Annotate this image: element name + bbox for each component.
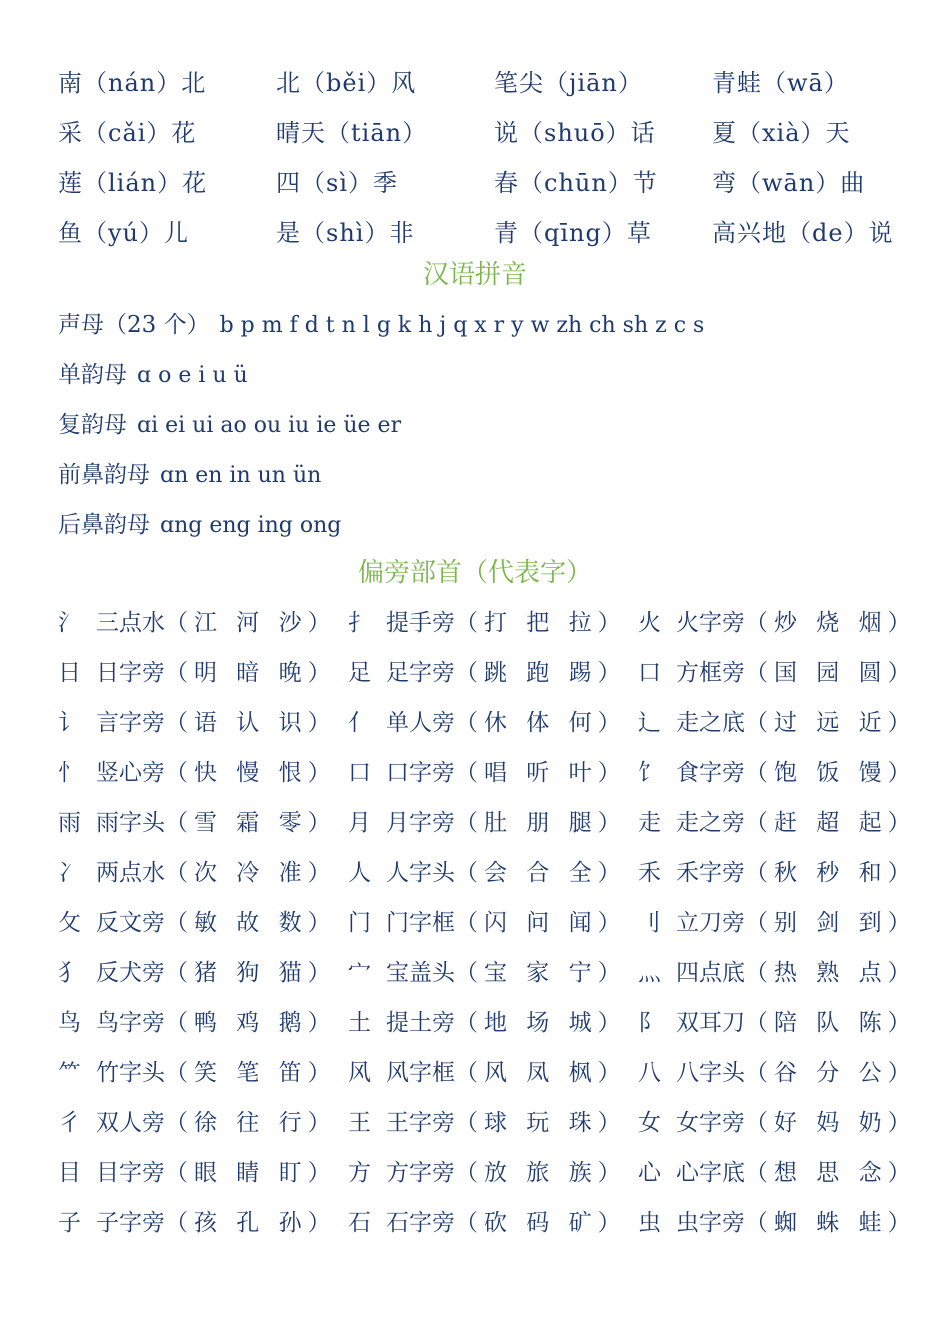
pinyin-word: 四（sì）季 [276, 169, 398, 197]
pinyin-group-label: 声母（23 个） [58, 312, 210, 338]
radical-name: 走之旁 [676, 810, 745, 836]
radical-name: 日字旁 [96, 660, 165, 686]
radical-entry [348, 1148, 638, 1198]
radical-examples: （眼 睛 盯） [165, 1160, 337, 1186]
radical-entry [348, 698, 638, 748]
radical-examples: （球 玩 珠） [455, 1110, 627, 1136]
pinyin-group-simple-finals [58, 350, 918, 400]
radical-examples: （会 合 全） [455, 860, 627, 886]
radical-examples: （风 凤 枫） [455, 1060, 627, 1086]
radical-name: 方字旁 [386, 1160, 455, 1186]
radical-examples: （陪 队 陈） [745, 1010, 917, 1036]
radical-entry [348, 748, 638, 798]
radical-examples: （敏 故 数） [165, 910, 337, 936]
radical-symbol: 石 [348, 1210, 371, 1236]
radical-symbol: 火 [638, 610, 661, 636]
pinyin-word: 晴天（tiān） [276, 119, 428, 147]
pinyin-word: 鱼（yú）儿 [58, 219, 190, 247]
radical-name: 竖心旁 [96, 760, 165, 786]
radical-examples: （肚 朋 腿） [455, 810, 627, 836]
pinyin-word: 说（shuō）话 [494, 119, 656, 147]
pinyin-word: 是（shì）非 [276, 219, 415, 247]
radical-name: 反犬旁 [96, 960, 165, 986]
radical-examples: （休 体 何） [455, 710, 627, 736]
radical-examples: （次 冷 准） [165, 860, 337, 886]
radical-name: 走之底 [676, 710, 745, 736]
radical-examples: （语 认 识） [165, 710, 337, 736]
radical-grid [58, 598, 928, 1248]
radical-symbol: 月 [348, 810, 371, 836]
radical-symbol: 氵 [58, 610, 81, 636]
radical-entry [638, 1148, 928, 1198]
radical-entry [58, 1198, 348, 1248]
radical-entry [638, 798, 928, 848]
radical-name: 提土旁 [386, 1010, 455, 1036]
radical-symbol: 足 [348, 660, 371, 686]
pinyin-group-items: ɑng eng ing ong [160, 513, 342, 538]
radical-entry [638, 1098, 928, 1148]
radical-symbol: 口 [348, 760, 371, 786]
pinyin-word-grid [58, 58, 908, 258]
radical-examples: （砍 码 矿） [455, 1210, 627, 1236]
radical-symbol: 忄 [58, 760, 81, 786]
radical-examples: （闪 问 闻） [455, 910, 627, 936]
radical-symbol: 心 [638, 1160, 661, 1186]
radical-entry [638, 1198, 928, 1248]
radical-symbol: 攵 [58, 910, 81, 936]
radical-examples: （赶 超 起） [745, 810, 917, 836]
radical-symbol: 饣 [638, 760, 661, 786]
pinyin-word: 弯（wān）曲 [712, 169, 866, 197]
radical-examples: （放 旅 族） [455, 1160, 627, 1186]
pinyin-group-back-nasal [58, 500, 918, 550]
radical-entry [348, 898, 638, 948]
radical-name: 禾字旁 [676, 860, 745, 886]
radical-symbol: 讠 [58, 710, 81, 736]
radical-examples: （国 园 圆） [745, 660, 917, 686]
radical-name: 鸟字旁 [96, 1010, 165, 1036]
pinyin-group-initials [58, 300, 918, 350]
radical-examples: （笑 笔 笛） [165, 1060, 337, 1086]
radical-name: 雨字头 [96, 810, 165, 836]
radical-entry [58, 648, 348, 698]
radical-name: 目字旁 [96, 1160, 165, 1186]
pinyin-group-label: 复韵母 [58, 412, 127, 438]
radical-symbol: 扌 [348, 610, 371, 636]
radical-examples: （地 场 城） [455, 1010, 627, 1036]
radical-name: 方框旁 [676, 660, 745, 686]
pinyin-group-items: ɑn en in un ün [160, 463, 322, 488]
radical-symbol: 日 [58, 660, 81, 686]
pinyin-word: 青（qīng）草 [494, 219, 652, 247]
radical-symbol: 刂 [638, 910, 661, 936]
radical-symbol: 女 [638, 1110, 661, 1136]
radical-examples: （谷 分 公） [745, 1060, 917, 1086]
radical-examples: （打 把 拉） [455, 610, 627, 636]
radical-symbol: 门 [348, 910, 371, 936]
radical-examples: （江 河 沙） [165, 610, 337, 636]
radical-examples: （宝 家 宁） [455, 960, 627, 986]
pinyin-word: 夏（xià）天 [712, 119, 851, 147]
radical-name: 两点水 [96, 860, 165, 886]
radical-examples: （唱 听 叶） [455, 760, 627, 786]
radical-symbol: 辶 [638, 710, 661, 736]
radical-examples: （过 远 近） [745, 710, 917, 736]
radical-entry [348, 848, 638, 898]
radical-symbol: 灬 [638, 960, 661, 986]
radical-name: 心字底 [676, 1160, 745, 1186]
radical-entry [58, 998, 348, 1048]
radical-name: 口字旁 [386, 760, 455, 786]
radical-name: 单人旁 [386, 710, 455, 736]
radical-name: 八字头 [676, 1060, 745, 1086]
radical-entry [638, 598, 928, 648]
section-title-radicals: 偏旁部首（代表字） [357, 558, 592, 588]
radical-entry [58, 1148, 348, 1198]
radical-symbol: 雨 [58, 810, 81, 836]
radical-examples: （明 暗 晚） [165, 660, 337, 686]
pinyin-group-label: 前鼻韵母 [58, 462, 150, 488]
radical-symbol: 阝 [638, 1010, 661, 1036]
radical-name: 虫字旁 [676, 1210, 745, 1236]
radical-entry [638, 948, 928, 998]
radical-symbol: 王 [348, 1110, 371, 1136]
radical-name: 石字旁 [386, 1210, 455, 1236]
radical-symbol: 亻 [348, 710, 371, 736]
pinyin-word: 高兴地（de）说 [712, 219, 894, 247]
radical-name: 双耳刀 [676, 1010, 745, 1036]
radical-symbol: 宀 [348, 960, 371, 986]
section-title-pinyin: 汉语拼音 [422, 260, 527, 290]
pinyin-group-items: ɑ o e i u ü [137, 363, 248, 388]
radical-entry [348, 998, 638, 1048]
radical-entry [348, 1098, 638, 1148]
radical-entry [348, 1048, 638, 1098]
radical-name: 火字旁 [676, 610, 745, 636]
radical-name: 月字旁 [386, 810, 455, 836]
radical-examples: （雪 霜 零） [165, 810, 337, 836]
radical-symbol: 禾 [638, 860, 661, 886]
radical-entry [348, 798, 638, 848]
pinyin-word: 采（cǎi）花 [58, 119, 197, 147]
radical-examples: （猪 狗 猫） [165, 960, 337, 986]
radical-examples: （好 妈 奶） [745, 1110, 917, 1136]
radical-examples: （饱 饭 馒） [745, 760, 917, 786]
radical-name: 人字头 [386, 860, 455, 886]
pinyin-group-items: ɑi ei ui ao ou iu ie üe er [137, 413, 402, 438]
radical-name: 宝盖头 [386, 960, 455, 986]
pinyin-word: 春（chūn）节 [494, 169, 658, 197]
pinyin-group-list [58, 300, 918, 550]
radical-examples: （炒 烧 烟） [745, 610, 917, 636]
radical-symbol: 冫 [58, 860, 81, 886]
radical-symbol: 鸟 [58, 1010, 81, 1036]
radical-entry [58, 898, 348, 948]
radical-name: 反文旁 [96, 910, 165, 936]
pinyin-group-label: 后鼻韵母 [58, 512, 150, 538]
radical-examples: （秋 秒 和） [745, 860, 917, 886]
radical-symbol: 方 [348, 1160, 371, 1186]
radical-entry [348, 948, 638, 998]
radical-entry [638, 848, 928, 898]
radical-name: 子字旁 [96, 1210, 165, 1236]
radical-examples: （快 慢 恨） [165, 760, 337, 786]
pinyin-word: 莲（lián）花 [58, 169, 208, 197]
radical-name: 三点水 [96, 610, 165, 636]
radical-entry [638, 998, 928, 1048]
radical-symbol: 彳 [58, 1110, 81, 1136]
pinyin-word: 南（nán）北 [58, 69, 207, 97]
pinyin-word: 青蛙（wā） [712, 69, 849, 97]
radical-name: 立刀旁 [676, 910, 745, 936]
radical-entry [638, 748, 928, 798]
radical-symbol: 风 [348, 1060, 371, 1086]
radical-symbol: ⺮ [58, 1060, 81, 1086]
radical-name: 风字框 [386, 1060, 455, 1086]
radical-entry [58, 1098, 348, 1148]
radical-symbol: 子 [58, 1210, 81, 1236]
radical-examples: （鸭 鸡 鹅） [165, 1010, 337, 1036]
pinyin-group-front-nasal [58, 450, 918, 500]
radical-symbol: 人 [348, 860, 371, 886]
radical-symbol: 犭 [58, 960, 81, 986]
radical-name: 门字框 [386, 910, 455, 936]
radical-symbol: 八 [638, 1060, 661, 1086]
radical-name: 竹字头 [96, 1060, 165, 1086]
radical-entry [348, 1198, 638, 1248]
radical-name: 提手旁 [386, 610, 455, 636]
radical-name: 四点底 [676, 960, 745, 986]
radical-name: 女字旁 [676, 1110, 745, 1136]
radical-name: 食字旁 [676, 760, 745, 786]
radical-symbol: 目 [58, 1160, 81, 1186]
radical-entry [638, 698, 928, 748]
radical-symbol: 口 [638, 660, 661, 686]
radical-symbol: 走 [638, 810, 661, 836]
radical-entry [58, 1048, 348, 1098]
radical-name: 足字旁 [386, 660, 455, 686]
radical-entry [638, 648, 928, 698]
radical-entry [638, 898, 928, 948]
radical-examples: （徐 往 行） [165, 1110, 337, 1136]
radical-entry [58, 598, 348, 648]
radical-examples: （别 剑 到） [745, 910, 917, 936]
radical-examples: （跳 跑 踢） [455, 660, 627, 686]
radical-symbol: 土 [348, 1010, 371, 1036]
radical-examples: （孩 孔 孙） [165, 1210, 337, 1236]
radical-entry [58, 948, 348, 998]
radical-symbol: 虫 [638, 1210, 661, 1236]
radical-name: 双人旁 [96, 1110, 165, 1136]
pinyin-group-label: 单韵母 [58, 362, 127, 388]
radical-name: 王字旁 [386, 1110, 455, 1136]
radical-entry [58, 748, 348, 798]
pinyin-group-compound-finals [58, 400, 918, 450]
pinyin-word: 北（běi）风 [276, 69, 417, 97]
radical-name: 言字旁 [96, 710, 165, 736]
radical-examples: （蜘 蛛 蛙） [745, 1210, 917, 1236]
radical-entry [348, 598, 638, 648]
radical-examples: （想 思 念） [745, 1160, 917, 1186]
pinyin-group-items: b p m f d t n l g k h j q x r y w zh ch sh z c s [219, 313, 705, 338]
radical-entry [638, 1048, 928, 1098]
pinyin-word: 笔尖（jiān） [494, 69, 643, 97]
radical-entry [348, 648, 638, 698]
radical-entry [58, 698, 348, 748]
radical-entry [58, 798, 348, 848]
radical-entry [58, 848, 348, 898]
radical-examples: （热 熟 点） [745, 960, 917, 986]
